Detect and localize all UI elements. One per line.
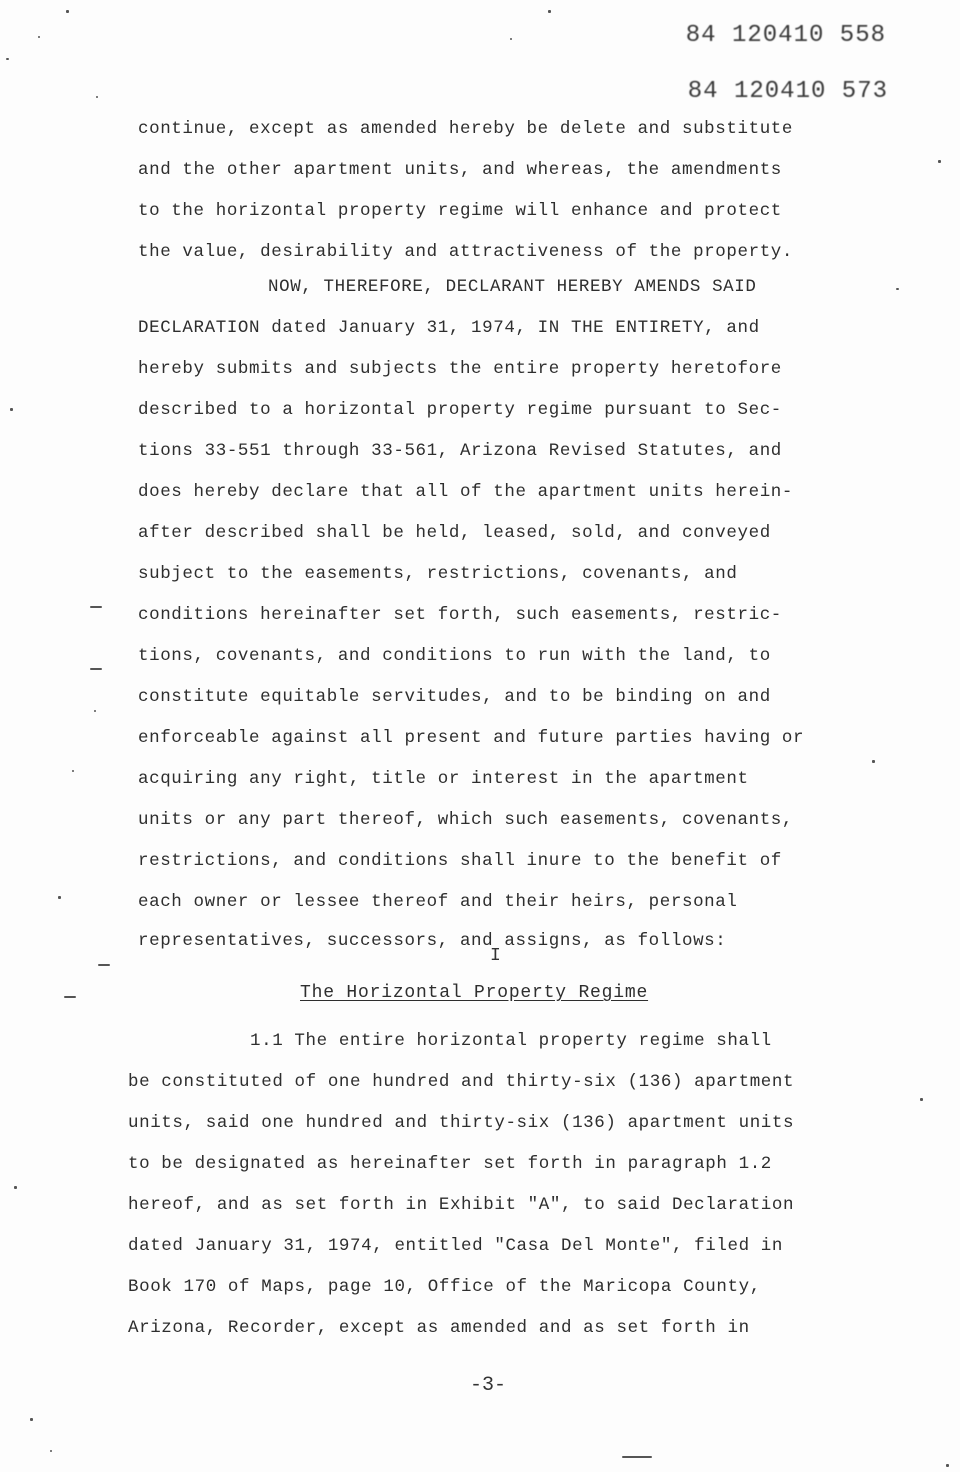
scan-speck [58,896,61,899]
body-line: DECLARATION dated January 31, 1974, IN THE ENTIRETY, and [138,318,760,338]
body-line: the value, desirability and attractiveness of the property. [138,242,794,262]
section-line: 1.1 The entire horizontal property regime shall [250,1031,772,1051]
scan-speck [6,58,9,60]
body-line: representatives, successors, and assigns, as follows: [138,931,727,951]
section-title: The Horizontal Property Regime [300,983,649,1003]
body-line: NOW, THEREFORE, DECLARANT HEREBY AMENDS SAID [268,277,757,297]
scan-speck [10,408,13,411]
body-line: hereby submits and subjects the entire property heretofore [138,359,782,379]
section-line: Arizona, Recorder, except as amended and as set forth in [128,1318,750,1338]
body-line: enforceable against all present and future parties having or [138,728,805,748]
scan-speck [38,36,40,38]
body-line: described to a horizontal property regime pursuant to Sec- [138,400,782,420]
body-line: continue, except as amended hereby be delete and substitute [138,119,794,139]
body-line: tions 33-551 through 33-561, Arizona Revised Statutes, and [138,441,782,461]
document-number-second: 84 120410 573 [687,78,888,105]
section-line: hereof, and as set forth in Exhibit "A", to said Declaration [128,1195,795,1215]
section-line: to be designated as hereinafter set forth in paragraph 1.2 [128,1154,772,1174]
scan-speck [64,996,76,998]
section-line: be constituted of one hundred and thirty-six (136) apartment [128,1072,795,1092]
scan-speck [896,288,899,290]
body-line: each owner or lessee thereof and their heirs, personal [138,892,738,912]
body-line: conditions hereinafter set forth, such easements, restric- [138,605,782,625]
scan-speck [920,1098,923,1101]
body-line: restrictions, and conditions shall inure to the benefit of [138,851,782,871]
scan-speck [938,160,941,163]
body-line: constitute equitable servitudes, and to be binding on and [138,687,771,707]
scan-speck [548,10,551,13]
scan-speck [30,1418,33,1421]
section-line: Book 170 of Maps, page 10, Office of the Maricopa County, [128,1277,761,1297]
body-line: units or any part thereof, which such easements, covenants, [138,810,794,830]
scan-speck [90,668,102,670]
body-line: does hereby declare that all of the apartment units herein- [138,482,794,502]
scan-speck [622,1456,652,1458]
scan-speck [90,606,102,608]
body-line: acquiring any right, title or interest in the apartment [138,769,749,789]
scan-speck [510,38,512,40]
section-number: I [490,946,501,966]
body-line: after described shall be held, leased, sold, and conveyed [138,523,771,543]
scan-speck [946,1464,949,1467]
section-line: dated January 31, 1974, entitled "Casa Del Monte", filed in [128,1236,784,1256]
body-line: tions, covenants, and conditions to run with the land, to [138,646,771,666]
document-number-top: 84 120410 558 [685,22,886,49]
section-line: units, said one hundred and thirty-six (136) apartment units [128,1113,795,1133]
scan-speck [94,710,96,712]
page-number: -3- [470,1374,507,1397]
scan-speck [98,964,110,966]
scan-speck [96,96,98,98]
body-line: and the other apartment units, and whereas, the amendments [138,160,782,180]
scan-speck [872,760,875,763]
scan-speck [50,1450,52,1452]
body-line: subject to the easements, restrictions, covenants, and [138,564,738,584]
scan-speck [72,770,74,772]
body-line: to the horizontal property regime will enhance and protect [138,201,782,221]
scan-speck [66,10,69,13]
scan-speck [14,1186,17,1189]
